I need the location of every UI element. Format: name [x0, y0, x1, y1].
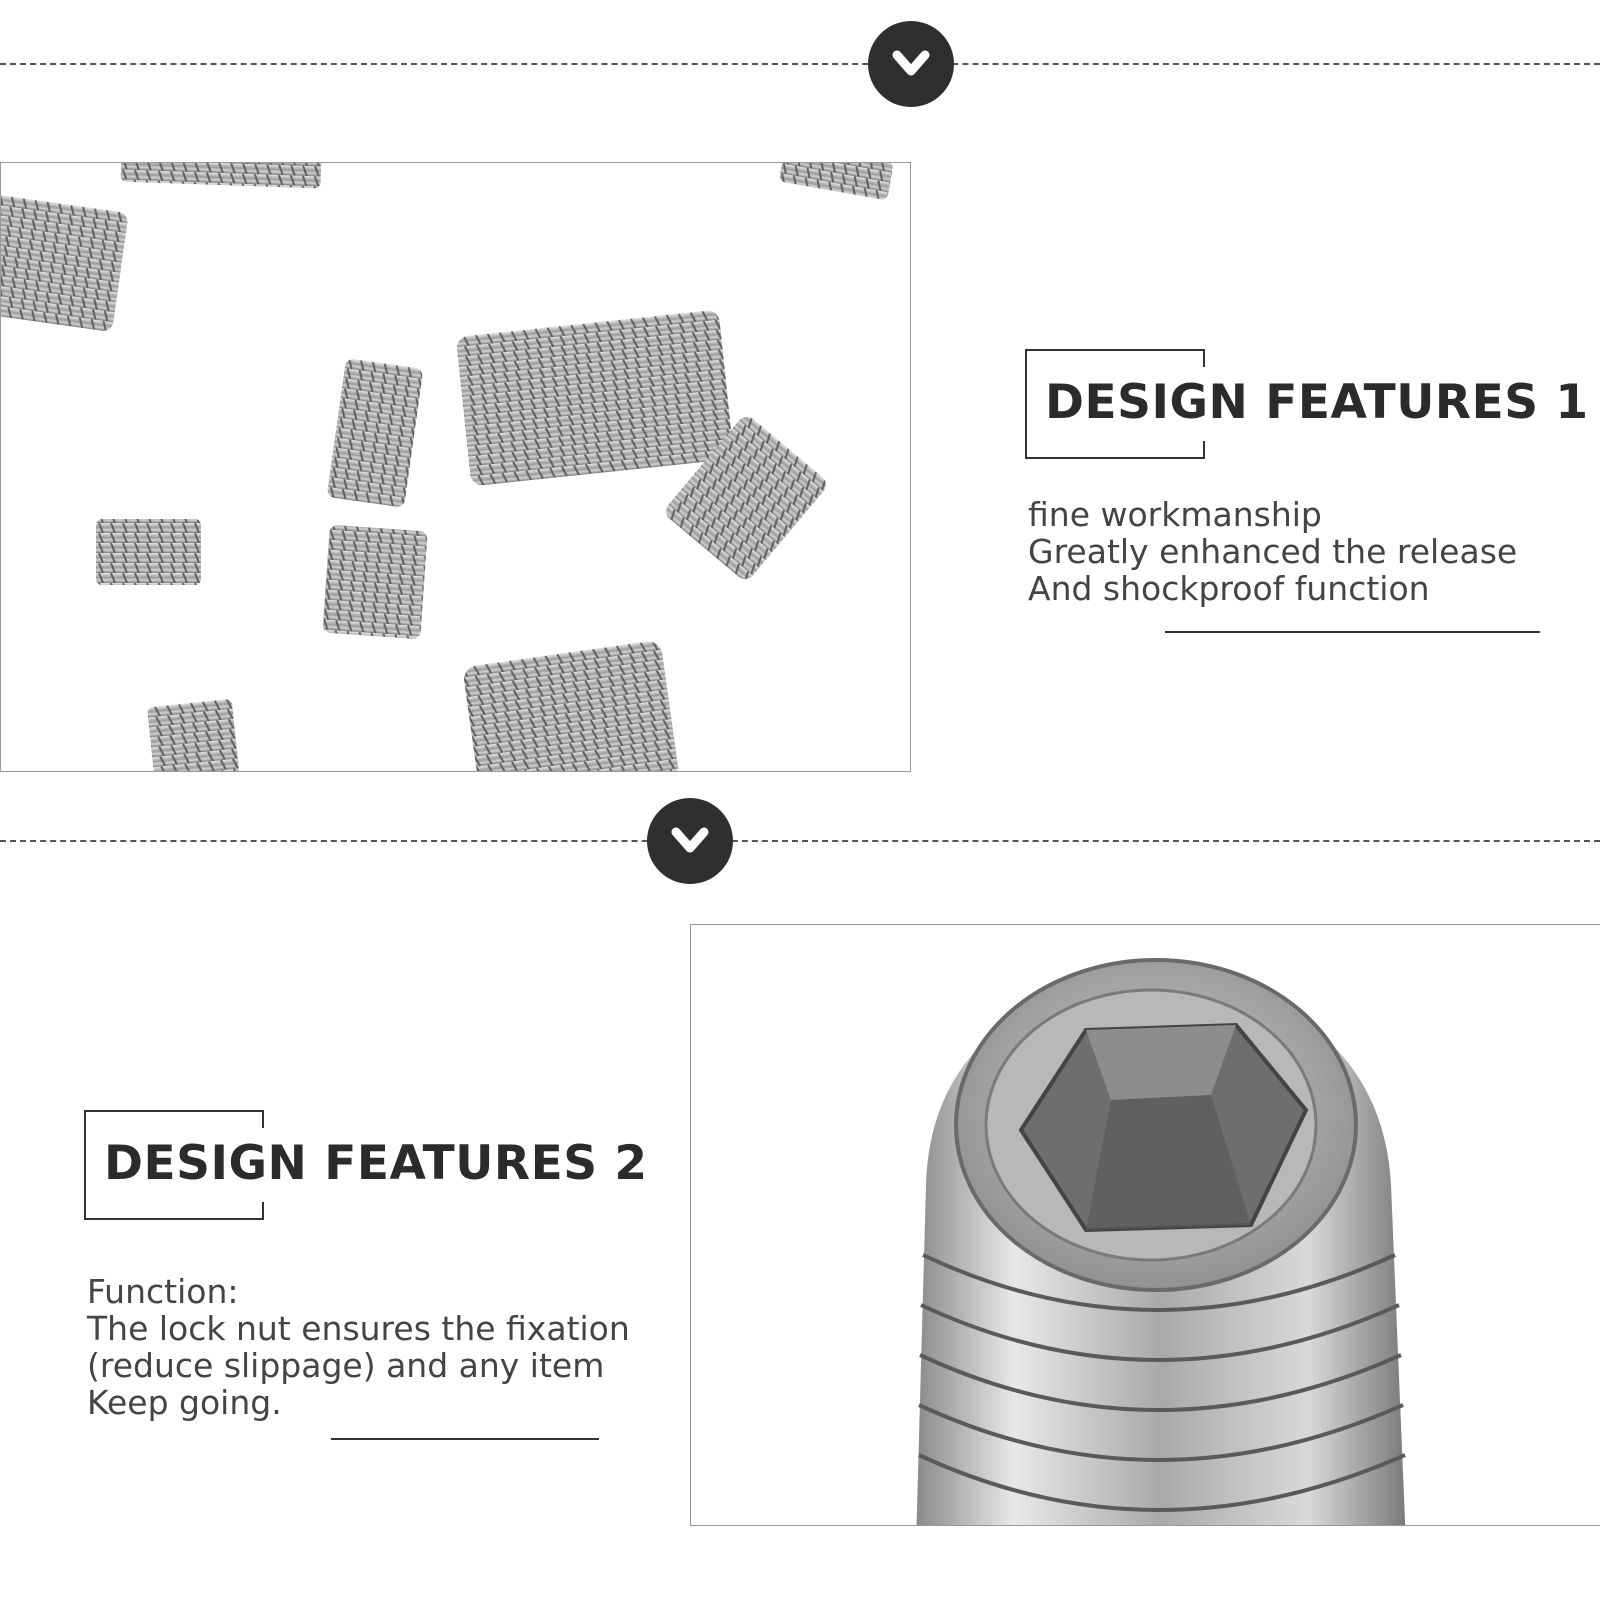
- dashed-divider-middle: [0, 840, 1600, 842]
- description-line: Greatly enhanced the release: [1028, 532, 1518, 571]
- feature-2-underline: [331, 1438, 599, 1440]
- screw-shape: [462, 640, 680, 771]
- feature-2-description: [87, 1273, 630, 1421]
- screw-shape: [322, 525, 427, 640]
- description-line: fine workmanship: [1028, 495, 1322, 534]
- description-line: Function:: [87, 1272, 239, 1311]
- screw-shape: [121, 163, 322, 188]
- chevron-down-icon: [647, 798, 733, 884]
- screw-shape: [327, 358, 424, 507]
- feature-1-description: [1028, 496, 1517, 607]
- dashed-divider-top: [0, 63, 1600, 65]
- screw-shape: [96, 519, 201, 585]
- description-line: Keep going.: [87, 1383, 282, 1422]
- screw-shape: [147, 699, 240, 771]
- screw-shape: [456, 310, 734, 487]
- screw-shape: [1, 194, 129, 332]
- feature-2-heading: DESIGN FEATURES 2: [104, 1136, 648, 1191]
- set-screws-assortment-photo: [0, 162, 911, 772]
- feature-1-heading: DESIGN FEATURES 1: [1045, 375, 1589, 430]
- hex-socket-set-screw-closeup-photo: [690, 924, 1600, 1526]
- description-line: The lock nut ensures the fixation: [87, 1309, 630, 1348]
- chevron-down-icon: [868, 21, 954, 107]
- description-line: (reduce slippage) and any item: [87, 1346, 605, 1385]
- feature-1-underline: [1165, 631, 1540, 633]
- screw-shape: [779, 163, 894, 200]
- description-line: And shockproof function: [1028, 569, 1430, 608]
